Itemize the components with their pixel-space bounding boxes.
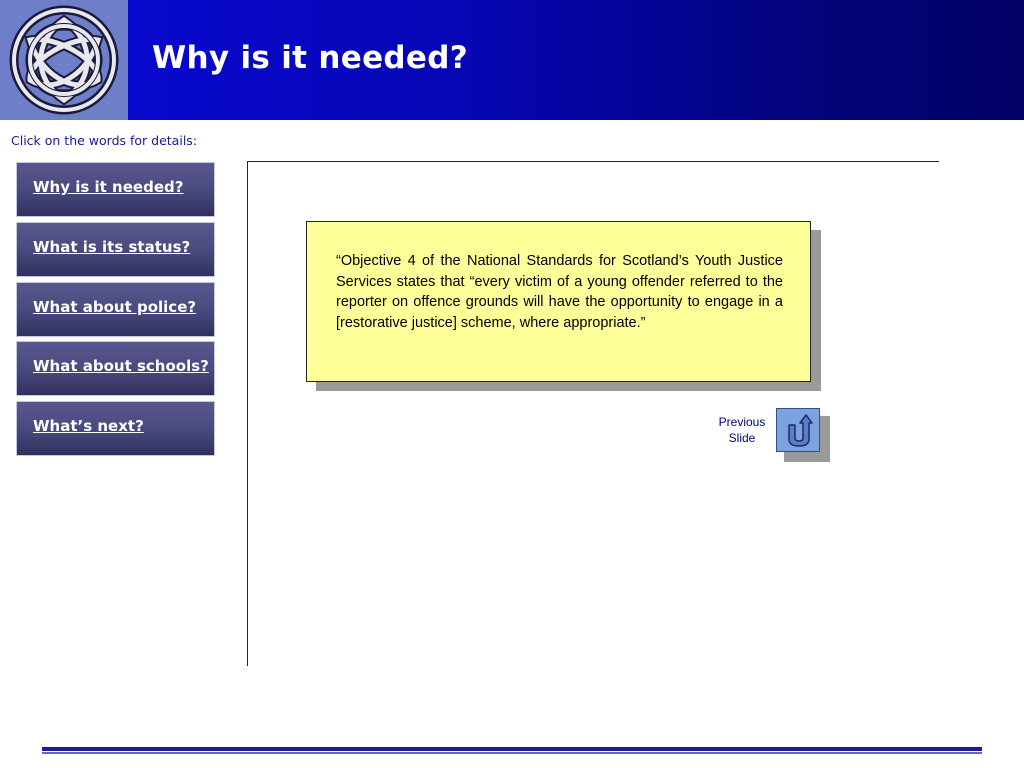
nav-button-why-needed[interactable]	[16, 162, 215, 217]
nav-button-police[interactable]	[16, 282, 215, 337]
previous-slide-label-line1[interactable]: Previous	[718, 415, 766, 429]
nav-button-label[interactable]: What is its status?	[33, 238, 191, 256]
nav-button-status[interactable]	[16, 222, 215, 277]
quote-text: “Objective 4 of the National Standards for Scotland’s Youth Justice Services states that “every victim of a young offender referred to the reporter on offence grounds will have the opportunity to engage in a [restorative justice] scheme, where appropriate.”	[336, 253, 783, 331]
nav-button-label[interactable]: What’s next?	[33, 417, 144, 435]
quote-box	[306, 221, 811, 382]
header-banner	[0, 0, 1024, 120]
nav-button-label[interactable]: What about schools?	[33, 357, 209, 375]
previous-slide-label-line2[interactable]: Slide	[728, 431, 756, 445]
nav-button-schools[interactable]	[16, 341, 215, 396]
footer-rule-thin	[42, 752, 982, 754]
nav-button-next[interactable]	[16, 401, 215, 456]
nav-button-label[interactable]: What about police?	[33, 298, 197, 316]
celtic-knot-icon	[0, 0, 128, 120]
content-frame-top-border	[247, 161, 939, 162]
return-arrow-icon	[777, 409, 821, 453]
page-title: Why is it needed?	[152, 40, 468, 76]
nav-button-label[interactable]: Why is it needed?	[33, 178, 184, 196]
previous-slide-label[interactable]	[712, 414, 772, 446]
footer-rule	[42, 747, 982, 751]
instruction-text: Click on the words for details:	[11, 133, 198, 148]
content-frame-left-border	[247, 161, 248, 666]
previous-slide-button[interactable]	[776, 408, 820, 452]
